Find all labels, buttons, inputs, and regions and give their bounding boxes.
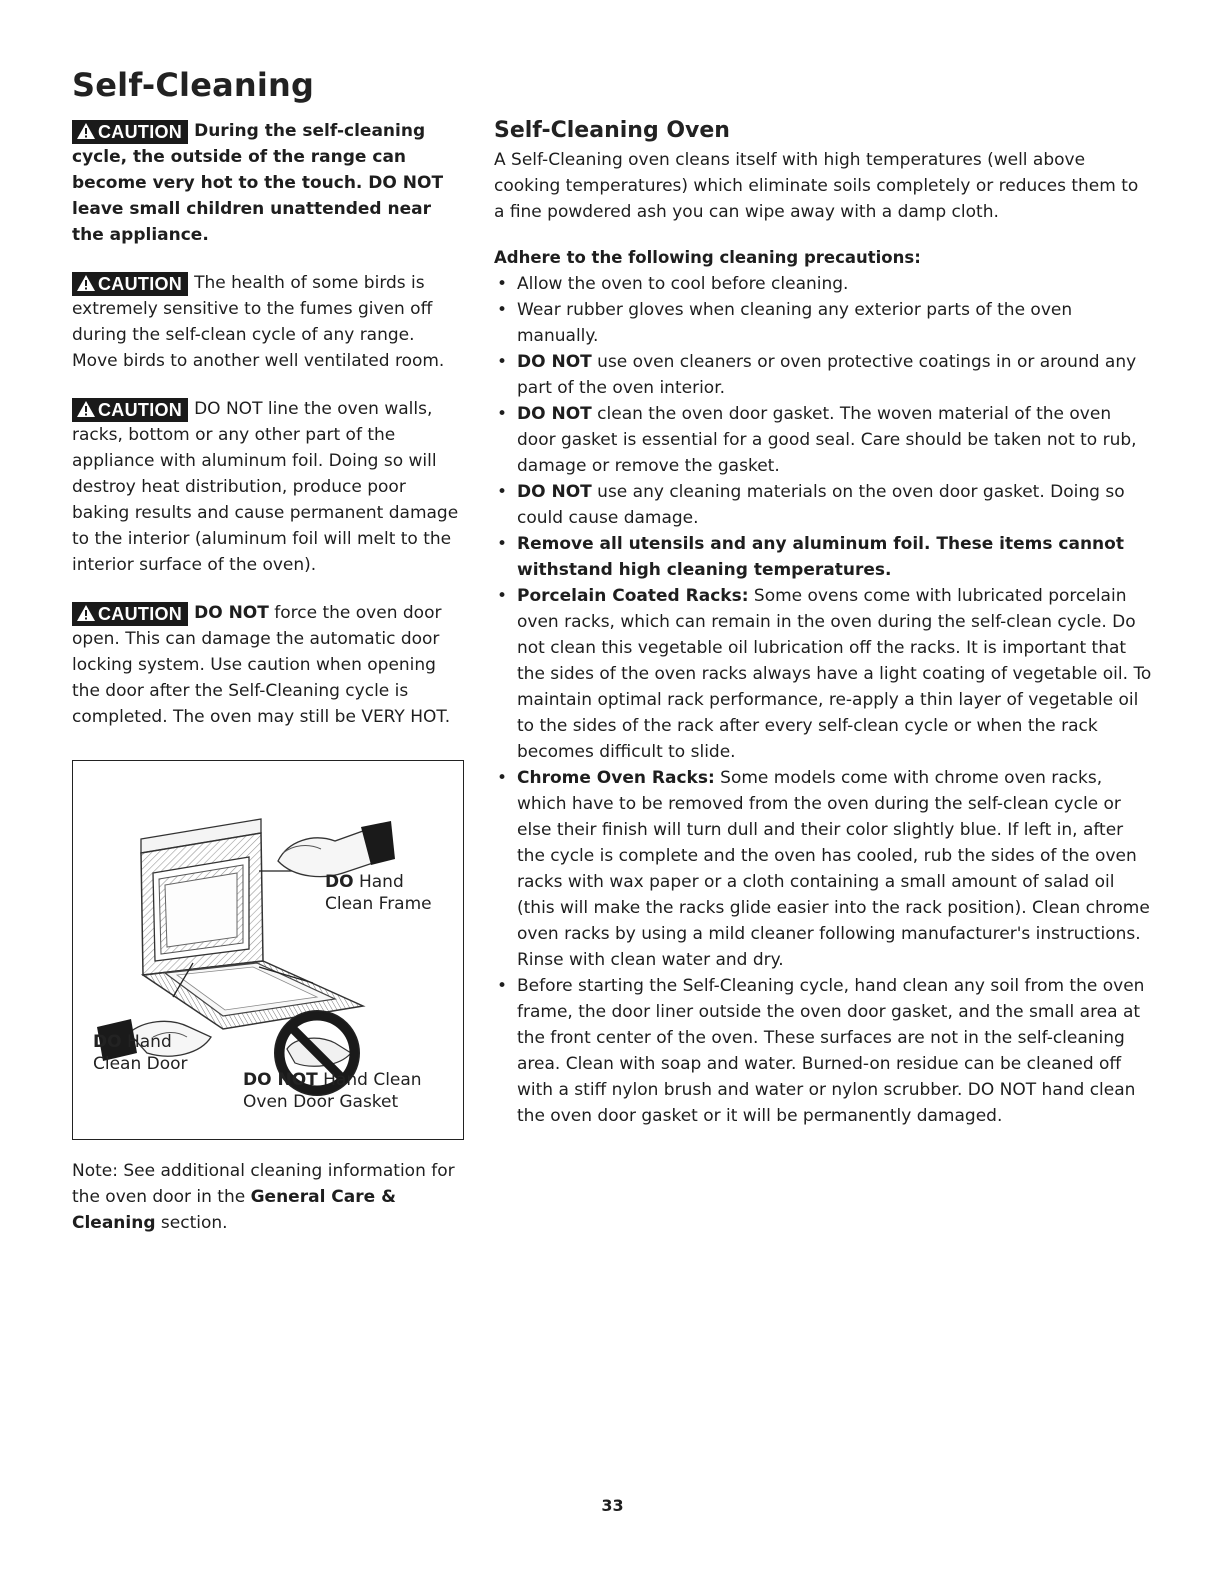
caution-children-text: During the self-cleaning cycle, the outside of the range can become very hot to the touch. DO NOT leave small children unattended near the appliance. bbox=[72, 121, 444, 245]
page-title: Self-Cleaning bbox=[72, 66, 315, 104]
list-item-bold: Remove all utensils and any aluminum foil. These items cannot withstand high cleaning temperatures. bbox=[517, 534, 1124, 580]
warning-triangle-icon bbox=[76, 604, 96, 622]
precautions-heading: Adhere to the following cleaning precautions: bbox=[494, 248, 921, 267]
warning-triangle-icon bbox=[76, 122, 96, 140]
caution-badge bbox=[72, 602, 188, 626]
cleaning-note bbox=[72, 1158, 464, 1236]
left-column bbox=[72, 118, 464, 1236]
list-item bbox=[494, 297, 1154, 349]
label-gasket bbox=[243, 1069, 422, 1113]
caution-birds bbox=[72, 270, 464, 374]
oven-cleaning-figure bbox=[72, 760, 464, 1140]
list-item-bold: DO NOT bbox=[517, 352, 592, 372]
list-item-text: Allow the oven to cool before cleaning. bbox=[517, 274, 849, 294]
list-item-bold: Chrome Oven Racks: bbox=[517, 768, 715, 788]
precautions-list bbox=[494, 271, 1154, 1129]
caution-children bbox=[72, 118, 464, 248]
caution-label: CAUTION bbox=[98, 604, 183, 624]
label-gasket-line2: Oven Door Gasket bbox=[243, 1092, 399, 1112]
label-clean-frame-line1: Hand bbox=[353, 872, 404, 892]
label-clean-door-line1: Hand bbox=[121, 1032, 172, 1052]
list-item bbox=[494, 271, 1154, 297]
caution-badge bbox=[72, 398, 188, 422]
list-item-text: clean the oven door gasket. The woven material of the oven door gasket is essential for a good seal. Care should be taken not to rub, damage or remove the gasket. bbox=[517, 404, 1137, 476]
caution-badge bbox=[72, 272, 188, 296]
caution-foil bbox=[72, 396, 464, 578]
caution-door-text: force the oven door open. This can damage the automatic door locking system. Use caution when opening the door after the Self-Cleaning cycle is completed. The oven may still be VERY HOT. bbox=[72, 603, 451, 727]
list-item bbox=[494, 349, 1154, 401]
list-item bbox=[494, 479, 1154, 531]
label-gasket-line1: Hand Clean bbox=[317, 1070, 422, 1090]
label-clean-frame-bold: DO bbox=[325, 872, 354, 892]
list-item-text: Before starting the Self-Cleaning cycle, hand clean any soil from the oven frame, the door liner outside the oven door gasket, and the small area at the front center of the oven. These surfaces are not in the self-cleaning area. Clean with soap and water. Burned-on residue can be cleaned off with a stiff nylon brush and water or nylon scrubber. DO NOT hand clean the oven door gasket or it will be permanently damaged. bbox=[517, 976, 1145, 1126]
list-item-text: Some models come with chrome oven racks, which have to be removed from the oven during the self-clean cycle or else their finish will turn dull and their color slightly blue. If left in, after the cycle is complete and the oven has cooled, rub the sides of the oven racks with wax paper or a cloth containing a small amount of salad oil (this will make the racks glide easier into the rack position). Clean chrome oven racks by using a mild cleaner following manufacturer's instructions. Rinse with clean water and dry. bbox=[517, 768, 1150, 970]
label-clean-door-line2: Clean Door bbox=[93, 1054, 188, 1074]
label-clean-frame bbox=[325, 871, 432, 915]
note-link-section: General Care & Cleaning bbox=[72, 1187, 396, 1233]
list-item-bold: DO NOT bbox=[517, 482, 592, 502]
caution-door bbox=[72, 600, 464, 730]
list-item bbox=[494, 401, 1154, 479]
list-item bbox=[494, 973, 1154, 1129]
caution-foil-text: DO NOT line the oven walls, racks, bottom or any other part of the appliance with aluminum foil. Doing so will destroy heat distribution, produce poor baking results and cause permanent damage to the interior (aluminum foil will melt to the interior surface of the oven). bbox=[72, 399, 459, 575]
caution-label: CAUTION bbox=[98, 122, 183, 142]
right-column bbox=[494, 118, 1154, 1129]
list-item-bold: DO NOT bbox=[517, 404, 592, 424]
label-clean-frame-line2: Clean Frame bbox=[325, 894, 432, 914]
note-text1: Note: See additional cleaning information for the oven door in the bbox=[72, 1161, 455, 1207]
list-item-text: use any cleaning materials on the oven door gasket. Doing so could cause damage. bbox=[517, 482, 1125, 528]
list-item bbox=[494, 765, 1154, 973]
caution-label: CAUTION bbox=[98, 400, 183, 420]
warning-triangle-icon bbox=[76, 274, 96, 292]
caution-label: CAUTION bbox=[98, 274, 183, 294]
section-title: Self-Cleaning Oven bbox=[494, 118, 730, 143]
intro-paragraph: A Self-Cleaning oven cleans itself with high temperatures (well above cooking temperatures) which eliminate soils completely or reduces them to a fine powdered ash you can wipe away with a damp cloth. bbox=[494, 150, 1139, 222]
label-clean-door-bold: DO bbox=[93, 1032, 122, 1052]
list-item-bold: Porcelain Coated Racks: bbox=[517, 586, 749, 606]
list-item-text: Wear rubber gloves when cleaning any exterior parts of the oven manually. bbox=[517, 300, 1073, 346]
list-item bbox=[494, 531, 1154, 583]
page-number: 33 bbox=[601, 1496, 624, 1515]
label-gasket-bold: DO NOT bbox=[243, 1070, 318, 1090]
list-item bbox=[494, 583, 1154, 765]
caution-door-bold: DO NOT bbox=[194, 603, 269, 623]
caution-birds-text: The health of some birds is extremely sensitive to the fumes given off during the self-clean cycle of any range. Move birds to another well ventilated room. bbox=[72, 273, 445, 371]
label-clean-door bbox=[93, 1031, 188, 1075]
warning-triangle-icon bbox=[76, 400, 96, 418]
list-item-text: Some ovens come with lubricated porcelain oven racks, which can remain in the oven during the self-clean cycle. Do not clean this vegetable oil lubrication off the racks. It is important that the sides of the oven racks always have a light coating of vegetable oil. To maintain optimal rack performance, re-apply a thin layer of vegetable oil to the sides of the rack after every self-clean cycle or when the rack becomes difficult to slide. bbox=[517, 586, 1152, 762]
caution-badge bbox=[72, 120, 188, 144]
list-item-text: use oven cleaners or oven protective coatings in or around any part of the oven interior. bbox=[517, 352, 1137, 398]
note-text2: section. bbox=[155, 1213, 228, 1233]
